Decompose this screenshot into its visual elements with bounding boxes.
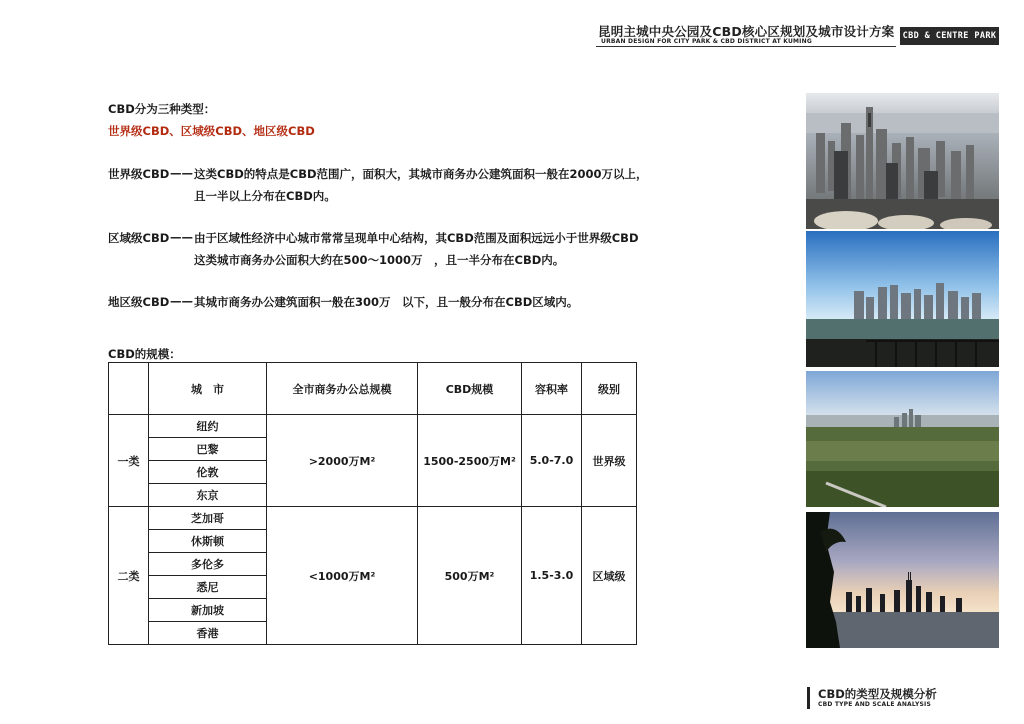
city-cell: 休斯顿 bbox=[149, 530, 267, 553]
def-local-line1: 其城市商务办公建筑面积一般在300万 以下，且一般分布在CBD区域内。 bbox=[194, 295, 579, 309]
header-cell bbox=[109, 363, 149, 415]
header-cell: 级别 bbox=[582, 363, 637, 415]
level-cell: 世界级 bbox=[582, 415, 637, 507]
footer-title-en: CBD TYPE AND SCALE ANALYSIS bbox=[818, 701, 931, 708]
def-world-term: 世界级CBD bbox=[108, 167, 170, 181]
category-cell: 二类 bbox=[109, 507, 149, 645]
def-region-line1: 由于区域性经济中心城市常常呈现单中心结构，其CBD范围及面积远远小于世界级CBD bbox=[194, 231, 639, 245]
header-cell: 容积率 bbox=[522, 363, 582, 415]
table-row bbox=[109, 415, 637, 438]
city-cell: 芝加哥 bbox=[149, 507, 267, 530]
footer-accent-bar bbox=[807, 687, 810, 709]
header-badge: CBD & CENTRE PARK bbox=[900, 27, 999, 45]
photo-sunset-skyline bbox=[806, 512, 999, 648]
header-divider bbox=[596, 46, 896, 47]
city-cell: 巴黎 bbox=[149, 438, 267, 461]
city-cell: 伦敦 bbox=[149, 461, 267, 484]
def-local-dash: —— bbox=[170, 294, 193, 308]
far-cell: 1.5-3.0 bbox=[522, 507, 582, 645]
def-region-term: 区域级CBD bbox=[108, 231, 170, 245]
def-local-term: 地区级CBD bbox=[108, 295, 170, 309]
intro-types: 世界级CBD、区域级CBD、地区级CBD bbox=[108, 124, 315, 138]
header-cell: CBD规模 bbox=[418, 363, 522, 415]
photo-harbor-skyline bbox=[806, 231, 999, 367]
city-cell: 悉尼 bbox=[149, 576, 267, 599]
city-cell: 多伦多 bbox=[149, 553, 267, 576]
header-cell: 城 市 bbox=[149, 363, 267, 415]
city-cell: 香港 bbox=[149, 622, 267, 645]
def-world-line1: 这类CBD的特点是CBD范围广，面积大，其城市商务办公建筑面积一般在2000万以上， bbox=[194, 167, 648, 181]
header-title-cn: 昆明主城中央公园及CBD核心区规划及城市设计方案 bbox=[598, 24, 895, 39]
city-cell: 东京 bbox=[149, 484, 267, 507]
cbd-cell: 1500-2500万M² bbox=[418, 415, 522, 507]
scale-title: CBD的规模： bbox=[108, 347, 181, 361]
category-cell: 一类 bbox=[109, 415, 149, 507]
photo-city-suburbs bbox=[806, 371, 999, 507]
city-cell: 新加坡 bbox=[149, 599, 267, 622]
total-cell: >2000万M² bbox=[267, 415, 418, 507]
table-row bbox=[109, 507, 637, 530]
city-cell: 纽约 bbox=[149, 415, 267, 438]
photo-manhattan-aerial bbox=[806, 93, 999, 229]
header-title-en: URBAN DESIGN FOR CITY PARK & CBD DISTRICT AT KUMING bbox=[601, 38, 812, 45]
def-region-dash: —— bbox=[170, 230, 193, 244]
intro-heading: CBD分为三种类型： bbox=[108, 102, 216, 116]
scale-table bbox=[108, 362, 637, 645]
def-world-dash: —— bbox=[170, 166, 193, 180]
def-region-line2: 这类城市商务办公面积大约在500～1000万 ，且一半分布在CBD内。 bbox=[194, 253, 565, 267]
header-cell: 全市商务办公总规模 bbox=[267, 363, 418, 415]
def-world-line2: 且一半以上分布在CBD内。 bbox=[194, 189, 336, 203]
footer-title-cn: CBD的类型及规模分析 bbox=[818, 687, 937, 701]
table-header-row bbox=[109, 363, 637, 415]
far-cell: 5.0-7.0 bbox=[522, 415, 582, 507]
level-cell: 区域级 bbox=[582, 507, 637, 645]
total-cell: <1000万M² bbox=[267, 507, 418, 645]
cbd-cell: 500万M² bbox=[418, 507, 522, 645]
